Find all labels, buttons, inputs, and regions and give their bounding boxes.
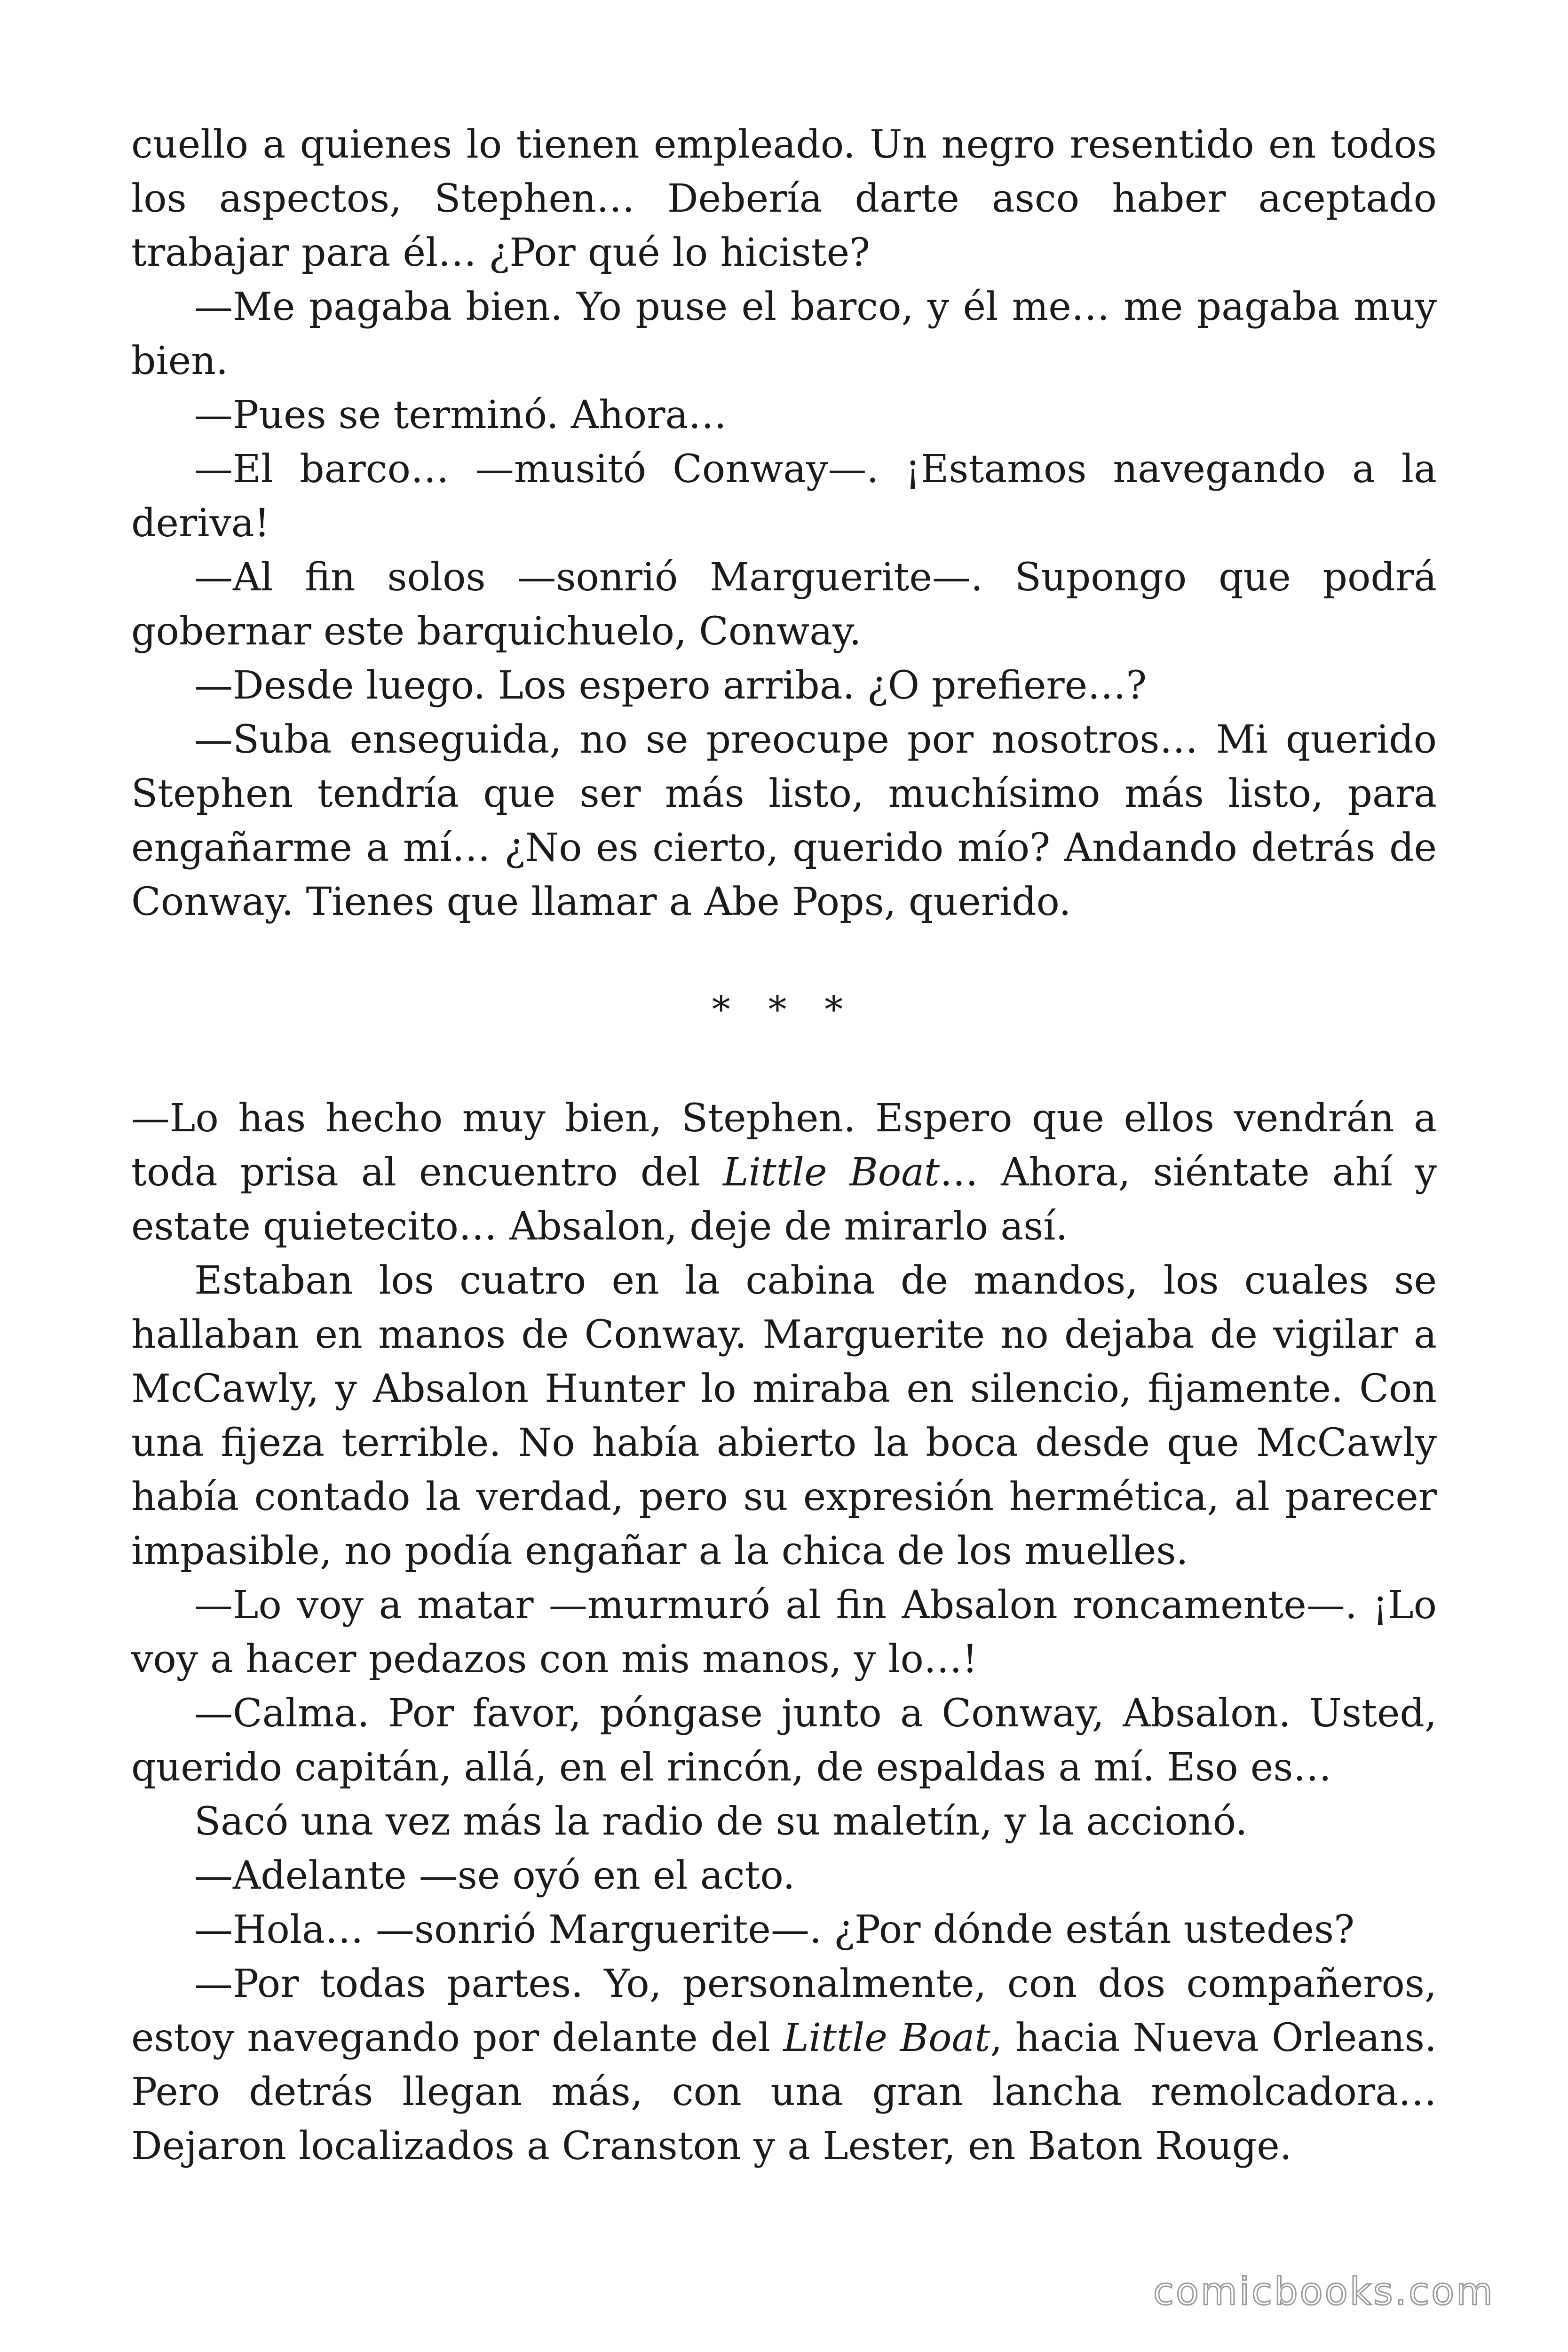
paragraph: —Adelante —se oyó en el acto. <box>194 1853 795 1898</box>
section-break: * * * <box>712 989 856 1031</box>
paragraph: —El barco… —musitó Conway—. ¡Estamos navegando a la deriva! <box>131 447 1437 546</box>
paragraph: Sacó una vez más la radio de su maletín, y la accionó. <box>194 1799 1248 1844</box>
paragraph: cuello a quienes lo tienen empleado. Un negro resentido en todos los aspectos, Stephen… Debería darte asco haber aceptado trabajar para él… ¿Por qué lo hiciste? <box>131 122 1437 275</box>
paragraph: —Suba enseguida, no se preocupe por nosotros… Mi querido Stephen tendría que ser más listo, muchísimo más listo, para engañarme a mí… ¿No es cierto, querido mío? Andando detrás de Conway. Tienes que llamar a Abe Pops, querido. <box>131 717 1437 924</box>
paragraph: —Desde luego. Los espero arriba. ¿O prefiere…? <box>194 663 1147 708</box>
paragraph: —Me pagaba bien. Yo puse el barco, y él me… me pagaba muy bien. <box>131 285 1437 383</box>
paragraph: —Al fin solos —sonrió Marguerite—. Supongo que podrá gobernar este barquichuelo, Conway. <box>131 555 1437 654</box>
paragraph: —Pues se terminó. Ahora… <box>194 393 727 437</box>
paragraph: —Lo voy a matar —murmuró al fin Absalon roncamente—. ¡Lo voy a hacer pedazos con mis manos, y lo…! <box>131 1583 1437 1682</box>
paragraph: —Por todas partes. Yo, personalmente, con dos compañeros, estoy navegando por delante del Little Boat, hacia Nueva Orleans. Pero detrás llegan más, con una gran lancha remolcadora… Dejaron localizados a Cranston y a Lester, en Baton Rouge. <box>131 1962 1437 2169</box>
watermark: comicbooks.com <box>1153 2270 1495 2313</box>
italic-title: Little Boat <box>783 2016 990 2060</box>
italic-title: Little Boat <box>723 1150 940 1195</box>
paragraph: —Hola… —sonrió Marguerite—. ¿Por dónde están ustedes? <box>194 1907 1355 1952</box>
paragraph: —Calma. Por favor, póngase junto a Conway, Absalon. Usted, querido capitán, allá, en el rincón, de espaldas a mí. Eso es… <box>131 1691 1437 1790</box>
book-page <box>131 118 1437 2173</box>
paragraph: —Lo has hecho muy bien, Stephen. Espero que ellos vendrán a toda prisa al encuentro del Little Boat… Ahora, siéntate ahí y estate quietecito… Absalon, deje de mirarlo así. <box>131 1096 1437 1249</box>
paragraph: Estaban los cuatro en la cabina de mandos, los cuales se hallaban en manos de Conway. Marguerite no dejaba de vigilar a McCawly, y Absalon Hunter lo miraba en silencio, fijamente. Con una fijeza terrible. No había abierto la boca desde que McCawly había contado la verdad, pero su expresión hermética, al parecer impasible, no podía engañar a la chica de los muelles. <box>131 1258 1437 1573</box>
